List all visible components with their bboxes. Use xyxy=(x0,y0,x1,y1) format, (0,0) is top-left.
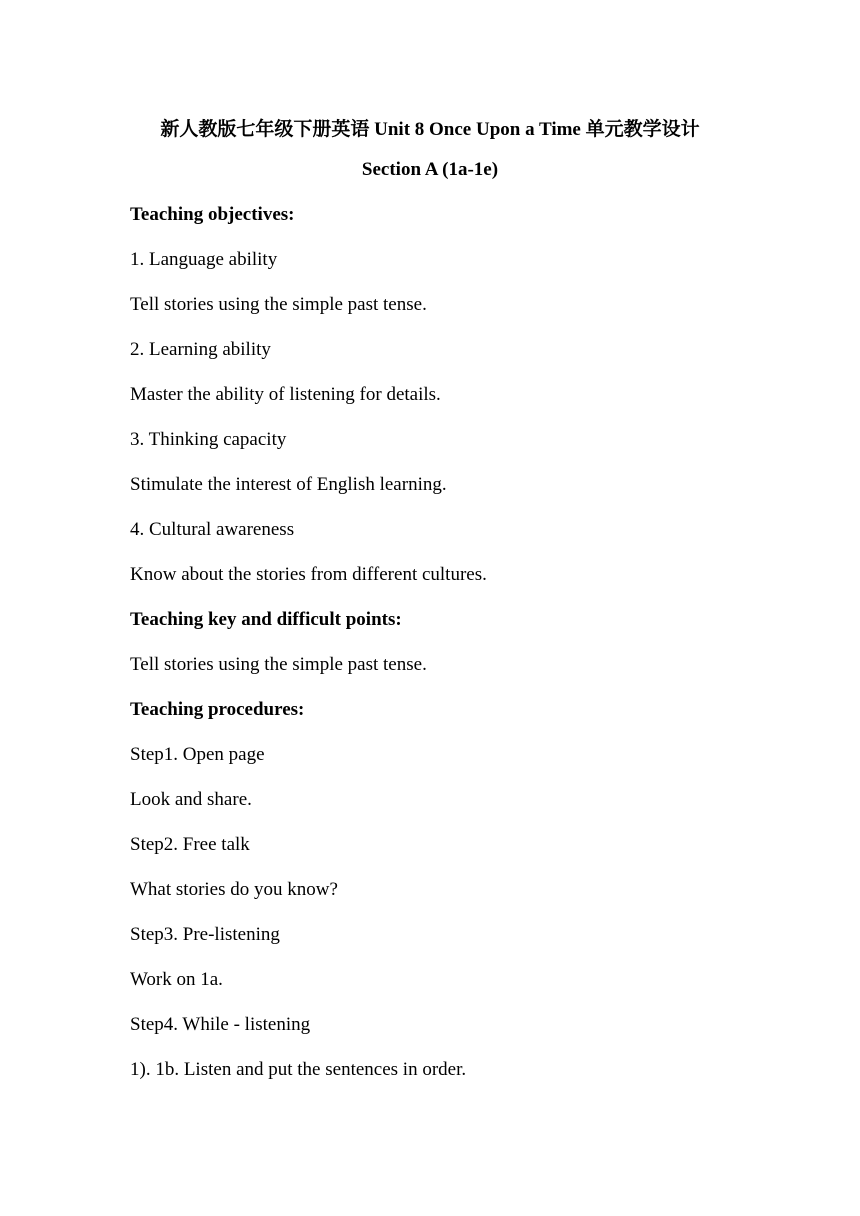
document-title: 新人教版七年级下册英语 Unit 8 Once Upon a Time 单元教学设计 xyxy=(160,119,700,140)
heading-teaching-procedures: Teaching procedures: xyxy=(130,699,305,720)
step-3-text: Work on 1a. xyxy=(130,969,223,990)
step-3-title: Step3. Pre-listening xyxy=(130,924,280,945)
objective-2-text: Master the ability of listening for details. xyxy=(130,384,441,405)
objective-2-title: 2. Learning ability xyxy=(130,339,271,360)
objective-3-text: Stimulate the interest of English learning. xyxy=(130,474,447,495)
heading-key-points: Teaching key and difficult points: xyxy=(130,609,402,630)
section-subtitle: Section A (1a-1e) xyxy=(361,159,499,180)
objective-1-text: Tell stories using the simple past tense. xyxy=(130,294,427,315)
heading-teaching-objectives: Teaching objectives: xyxy=(130,204,295,225)
key-points-text: Tell stories using the simple past tense. xyxy=(130,654,427,675)
step-1-title: Step1. Open page xyxy=(130,744,265,765)
step-2-title: Step2. Free talk xyxy=(130,834,250,855)
step-4-text: 1). 1b. Listen and put the sentences in order. xyxy=(130,1059,467,1080)
step-4-title: Step4. While - listening xyxy=(130,1014,311,1035)
step-2-text: What stories do you know? xyxy=(130,879,338,900)
objective-1-title: 1. Language ability xyxy=(130,249,278,270)
objective-4-text: Know about the stories from different cultures. xyxy=(130,564,487,585)
step-1-text: Look and share. xyxy=(130,789,252,810)
objective-4-title: 4. Cultural awareness xyxy=(130,519,295,540)
objective-3-title: 3. Thinking capacity xyxy=(130,429,287,450)
